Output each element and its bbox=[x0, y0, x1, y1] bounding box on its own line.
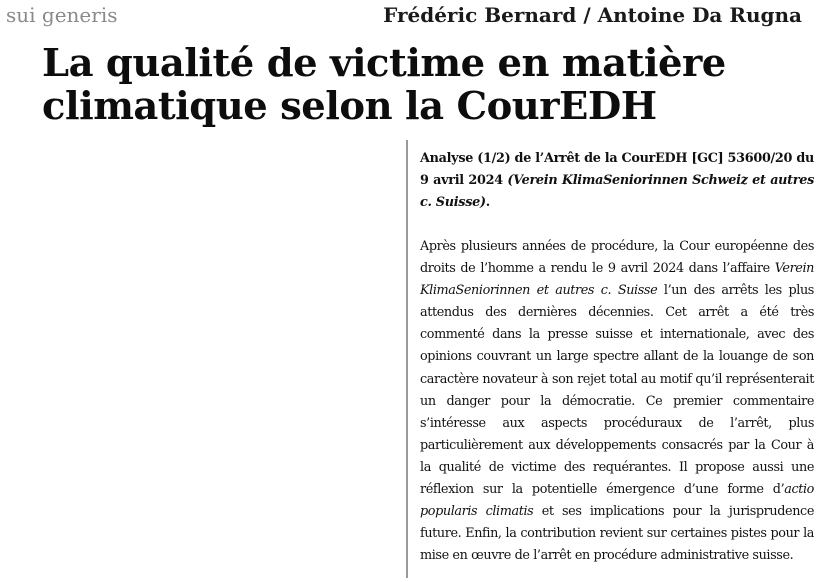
lead-end: . bbox=[485, 195, 490, 210]
abstract-seg-1: Après plusieurs années de procédure, la Cour européenne des droits de l’homme a rendu le 9 avril 2024 dans l’affaire bbox=[420, 239, 814, 277]
abstract-case-name: Verein KlimaSeniorinnen et autres c. Suisse bbox=[420, 261, 814, 299]
lead-text: Analyse (1/2) de l’Arrêt de la CourEDH [GC] 53600/20 du 9 avril 2024 bbox=[420, 151, 814, 188]
journal-name: sui generis bbox=[6, 3, 118, 27]
abstract-seg-2: l’un des arrêts les plus attendus des dernières décennies. Cet arrêt a été très commenté dans la presse suisse et internationale, avec des opinions couvrant un large spectre allant de la louange de son caractère novateur à son rejet total au motif qu’il représenterait un danger pour la démocratie. Ce premier commentaire s’intéresse aux aspects procéduraux de l’arrêt, plus particulièrement aux développements consacrés par la Cour à la qualité de victime des requérantes. Il propose aussi une réflexion sur la potentielle émergence d’une forme d’ bbox=[420, 283, 814, 498]
abstract-paragraph bbox=[420, 236, 814, 567]
title-line-1: La qualité de victime en matière bbox=[42, 41, 726, 86]
abstract-actio-popularis: actio popularis climatis bbox=[420, 482, 814, 520]
article-column bbox=[420, 148, 814, 567]
lead-case-name: (Verein KlimaSeniorinnen Schweiz et autres c. Suisse) bbox=[420, 173, 814, 210]
column-rule bbox=[406, 140, 408, 578]
authors: Frédéric Bernard / Antoine Da Rugna bbox=[383, 3, 802, 27]
article-title bbox=[42, 42, 802, 128]
lead-paragraph bbox=[420, 148, 814, 214]
abstract-seg-3: et ses implications pour la jurisprudence future. Enfin, la contribution revient sur certaines pistes pour la mise en œuvre de l’arrêt en procédure administrative suisse. bbox=[420, 504, 814, 564]
title-line-2: climatique selon la CourEDH bbox=[42, 84, 657, 129]
